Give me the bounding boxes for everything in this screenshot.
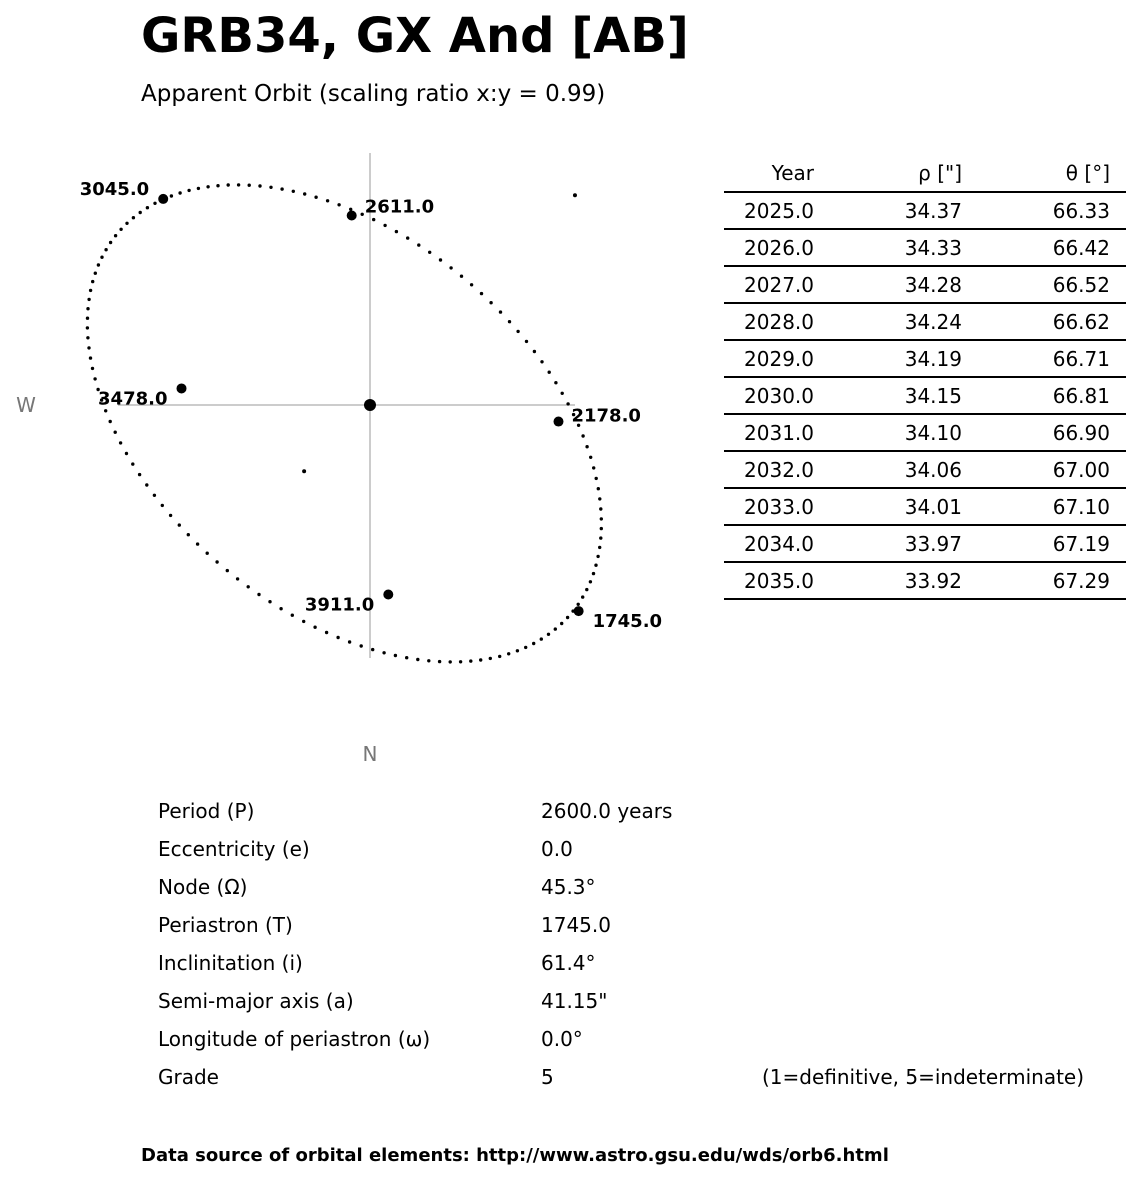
orbit-dot: [439, 258, 442, 261]
orbit-dot: [599, 507, 602, 510]
orbit-dot: [489, 301, 492, 304]
orbit-dot: [594, 564, 597, 567]
orbit-dot: [131, 462, 134, 465]
orbit-dot: [114, 234, 117, 237]
ephemeris-row: [724, 192, 1126, 229]
primary-star: [364, 399, 376, 411]
orbit-dot: [600, 517, 603, 520]
orbit-dot: [581, 595, 584, 598]
ephemeris-theta: 67.00: [978, 451, 1126, 488]
orbit-dot: [125, 222, 128, 225]
orbit-dot: [87, 346, 90, 349]
orbit-dot: [104, 248, 107, 251]
orbit-dot: [91, 280, 94, 283]
ephemeris-year: 2027.0: [724, 266, 830, 303]
orbit-dot: [227, 183, 230, 186]
orbit-dot: [585, 445, 588, 448]
element-value: 0.0: [541, 837, 573, 861]
epoch-marker: [347, 210, 357, 220]
ephemeris-theta: 66.81: [978, 377, 1126, 414]
epoch-marker: [383, 590, 393, 600]
orbit-dot: [585, 588, 588, 591]
orbit-dot: [428, 251, 431, 254]
extra-point: [573, 193, 577, 197]
ephemeris-year: 2031.0: [724, 414, 830, 451]
orbit-dot: [178, 191, 181, 194]
orbit-dot: [336, 636, 339, 639]
ephemeris-rho: 34.37: [830, 192, 978, 229]
orbit-dot: [132, 216, 135, 219]
ephemeris-year: 2034.0: [724, 525, 830, 562]
ephemeris-rho: 34.33: [830, 229, 978, 266]
ephemeris-header-row: [724, 155, 1126, 192]
orbit-dot: [532, 642, 535, 645]
orbit-dot: [449, 660, 452, 663]
orbit-dot: [178, 523, 181, 526]
orbit-dot: [292, 190, 295, 193]
orbit-dot: [303, 192, 306, 195]
epoch-marker: [158, 194, 168, 204]
col-rho: ρ ["]: [830, 155, 978, 192]
orbit-dot: [469, 659, 472, 662]
orbit-dot: [109, 420, 112, 423]
element-label: Longitude of periastron (ω): [158, 1027, 431, 1051]
orbit-dot: [89, 289, 92, 292]
orbit-dot: [86, 307, 89, 310]
orbit-dot: [383, 224, 386, 227]
orbit-dot: [257, 593, 260, 596]
orbit-dot: [524, 646, 527, 649]
ephemeris-theta: 66.71: [978, 340, 1126, 377]
orbit-dot: [313, 626, 316, 629]
element-label: Period (P): [158, 799, 255, 823]
orbit-dot: [197, 187, 200, 190]
ephemeris-year: 2033.0: [724, 488, 830, 525]
ephemeris-year: 2035.0: [724, 562, 830, 599]
orbit-dot: [561, 392, 564, 395]
orbit-dot: [589, 580, 592, 583]
element-label: Grade: [158, 1065, 219, 1089]
orbit-dot: [93, 377, 96, 380]
north-label: N: [362, 742, 378, 766]
orbit-dot: [577, 603, 580, 606]
orbit-dot: [109, 241, 112, 244]
orbit-dot: [516, 649, 519, 652]
orbit-dot: [489, 657, 492, 660]
orbit-dot: [153, 202, 156, 205]
ephemeris-year: 2030.0: [724, 377, 830, 414]
epoch-markers: [80, 179, 662, 632]
orbit-dot: [598, 546, 601, 549]
ephemeris-rho: 34.19: [830, 340, 978, 377]
orbit-dot: [138, 473, 141, 476]
ephemeris-row: [724, 229, 1126, 266]
orbit-dot: [394, 654, 397, 657]
orbit-dot: [597, 487, 600, 490]
orbit-dot: [566, 402, 569, 405]
chart-title: GRB34, GX And [AB]: [141, 8, 689, 64]
orbit-dot: [480, 292, 483, 295]
orbit-dot: [516, 330, 519, 333]
orbit-dot: [438, 660, 441, 663]
orbit-dot: [145, 483, 148, 486]
ephemeris-theta: 66.62: [978, 303, 1126, 340]
orbit-dot: [291, 614, 294, 617]
orbit-dot: [94, 272, 97, 275]
orbit-dot: [479, 658, 482, 661]
orbit-dot: [459, 660, 462, 663]
orbit-dot: [406, 236, 409, 239]
element-value: 41.15": [541, 989, 608, 1013]
epoch-marker: [574, 606, 584, 616]
orbit-dot: [596, 555, 599, 558]
orbit-dot: [560, 622, 563, 625]
orbit-dot: [87, 298, 90, 301]
epoch-label: 2178.0: [571, 405, 641, 427]
ephemeris-year: 2028.0: [724, 303, 830, 340]
orbit-dot: [119, 228, 122, 231]
orbit-dot: [566, 616, 569, 619]
ephemeris-year: 2029.0: [724, 340, 830, 377]
orbit-dot: [595, 477, 598, 480]
orbit-dot: [206, 552, 209, 555]
orbit-dot: [525, 340, 528, 343]
orbit-dot: [598, 497, 601, 500]
orbit-dot: [86, 326, 89, 329]
orbit-dot: [153, 494, 156, 497]
orbit-dot: [91, 367, 94, 370]
orbit-dot: [279, 607, 282, 610]
epoch-label: 3045.0: [79, 178, 150, 200]
col-theta: θ [°]: [978, 155, 1126, 192]
element-value: 5: [541, 1065, 554, 1089]
orbit-dot: [348, 640, 351, 643]
element-label: Periastron (T): [158, 913, 293, 937]
orbit-dot: [237, 183, 240, 186]
orbit-dot: [416, 658, 419, 661]
orbit-dot: [248, 184, 251, 187]
orbit-dot: [146, 206, 149, 209]
orbit-dot: [139, 211, 142, 214]
orbit-dot: [554, 381, 557, 384]
ephemeris-rho: 33.97: [830, 525, 978, 562]
orbit-dot: [170, 194, 173, 197]
orbit-dot: [417, 243, 420, 246]
orbit-dot: [371, 648, 374, 651]
orbit-dot: [540, 637, 543, 640]
ephemeris-row: [724, 266, 1126, 303]
ephemeris-rho: 34.24: [830, 303, 978, 340]
orbit-dot: [499, 310, 502, 313]
orbit-dot: [236, 577, 239, 580]
orbit-dot: [507, 652, 510, 655]
orbit-dot: [326, 199, 329, 202]
orbit-dot: [508, 320, 511, 323]
orbit-dot: [100, 256, 103, 259]
element-value: 1745.0: [541, 913, 611, 937]
orbit-dot: [548, 371, 551, 374]
orbit-dot: [325, 631, 328, 634]
orbit-dot: [470, 283, 473, 286]
orbit-dot: [187, 189, 190, 192]
orbit-dot: [302, 620, 305, 623]
ephemeris-rho: 33.92: [830, 562, 978, 599]
epoch-label: 1745.0: [592, 611, 663, 633]
orbit-dot: [269, 186, 272, 189]
orbit-dot: [449, 266, 452, 269]
ephemeris-theta: 67.10: [978, 488, 1126, 525]
ephemeris-rho: 34.01: [830, 488, 978, 525]
element-value: 45.3°: [541, 875, 596, 899]
orbit-dot: [206, 185, 209, 188]
ephemeris-rho: 34.15: [830, 377, 978, 414]
ephemeris-year: 2025.0: [724, 192, 830, 229]
orbit-dot: [119, 441, 122, 444]
orbit-dot: [89, 356, 92, 359]
orbit-dot: [196, 542, 199, 545]
orbit-dot: [216, 184, 219, 187]
orbit-dot: [360, 644, 363, 647]
col-year: Year: [724, 155, 830, 192]
orbit-dot: [547, 633, 550, 636]
ephemeris-row: [724, 377, 1126, 414]
axes: [118, 153, 575, 658]
ephemeris-row: [724, 340, 1126, 377]
orbit-dot: [599, 536, 602, 539]
ephemeris-row: [724, 488, 1126, 525]
orbit-dot: [554, 627, 557, 630]
epoch-label: 3478.0: [98, 388, 168, 410]
grade-note: (1=definitive, 5=indeterminate): [762, 1065, 1085, 1089]
orbit-dot: [161, 504, 164, 507]
orbit-dot: [86, 336, 89, 339]
orbit-dot: [533, 350, 536, 353]
orbit-dot: [215, 560, 218, 563]
orbit-dot: [258, 184, 261, 187]
orbit-dot: [361, 213, 364, 216]
element-label: Inclinitation (i): [158, 951, 303, 975]
ephemeris-theta: 67.29: [978, 562, 1126, 599]
ephemeris-theta: 66.42: [978, 229, 1126, 266]
orbit-dot: [104, 409, 107, 412]
orbit-dot: [125, 452, 128, 455]
ephemeris-rho: 34.10: [830, 414, 978, 451]
ephemeris-theta: 66.90: [978, 414, 1126, 451]
orbit-dot: [589, 456, 592, 459]
ephemeris-year: 2032.0: [724, 451, 830, 488]
ephemeris-table: [724, 155, 1126, 600]
epoch-marker: [177, 383, 187, 393]
data-source: Data source of orbital elements: http://www.astro.gsu.edu/wds/orb6.html: [141, 1145, 889, 1166]
orbit-dot: [498, 655, 501, 658]
orbit-dot: [314, 196, 317, 199]
orbit-dot: [372, 218, 375, 221]
ephemeris-theta: 66.33: [978, 192, 1126, 229]
orbit-dot: [460, 275, 463, 278]
ephemeris-theta: 66.52: [978, 266, 1126, 303]
element-label: Semi-major axis (a): [158, 989, 354, 1013]
ephemeris-row: [724, 562, 1126, 599]
chart-subtitle: Apparent Orbit (scaling ratio x:y = 0.99): [141, 81, 606, 107]
orbit-dot: [395, 230, 398, 233]
orbit-dot: [427, 659, 430, 662]
element-label: Node (Ω): [158, 875, 248, 899]
element-value: 2600.0 years: [541, 799, 673, 823]
ephemeris-theta: 67.19: [978, 525, 1126, 562]
orbit-dot: [592, 572, 595, 575]
orbit-dot: [337, 203, 340, 206]
ephemeris-row: [724, 451, 1126, 488]
orbit-dot: [581, 434, 584, 437]
ephemeris-row: [724, 303, 1126, 340]
orbit-dot: [405, 656, 408, 659]
orbit-dot: [86, 317, 89, 320]
orbit-plot: [0, 140, 700, 780]
orbit-dot: [382, 651, 385, 654]
orbit-dot: [540, 360, 543, 363]
orbit-dot: [169, 514, 172, 517]
orbit-dot: [280, 187, 283, 190]
element-label: Eccentricity (e): [158, 837, 310, 861]
epoch-marker: [553, 417, 563, 427]
orbit-dot: [226, 569, 229, 572]
orbit-dot: [187, 533, 190, 536]
orbit-dot: [268, 600, 271, 603]
ephemeris-rho: 34.06: [830, 451, 978, 488]
ephemeris-rho: 34.28: [830, 266, 978, 303]
ephemeris-year: 2026.0: [724, 229, 830, 266]
epoch-label: 2611.0: [364, 196, 435, 218]
orbit-dot: [247, 585, 250, 588]
element-value: 61.4°: [541, 951, 596, 975]
epoch-label: 3911.0: [304, 594, 375, 616]
orbit-path: [86, 183, 603, 663]
orbit-dot: [600, 527, 603, 530]
ephemeris-row: [724, 414, 1126, 451]
orbit-dot: [114, 431, 117, 434]
orbit-dot: [592, 466, 595, 469]
orbit-dot: [97, 263, 100, 266]
element-value: 0.0°: [541, 1027, 583, 1051]
ephemeris-row: [724, 525, 1126, 562]
extra-point: [302, 469, 306, 473]
west-label: W: [16, 393, 36, 417]
